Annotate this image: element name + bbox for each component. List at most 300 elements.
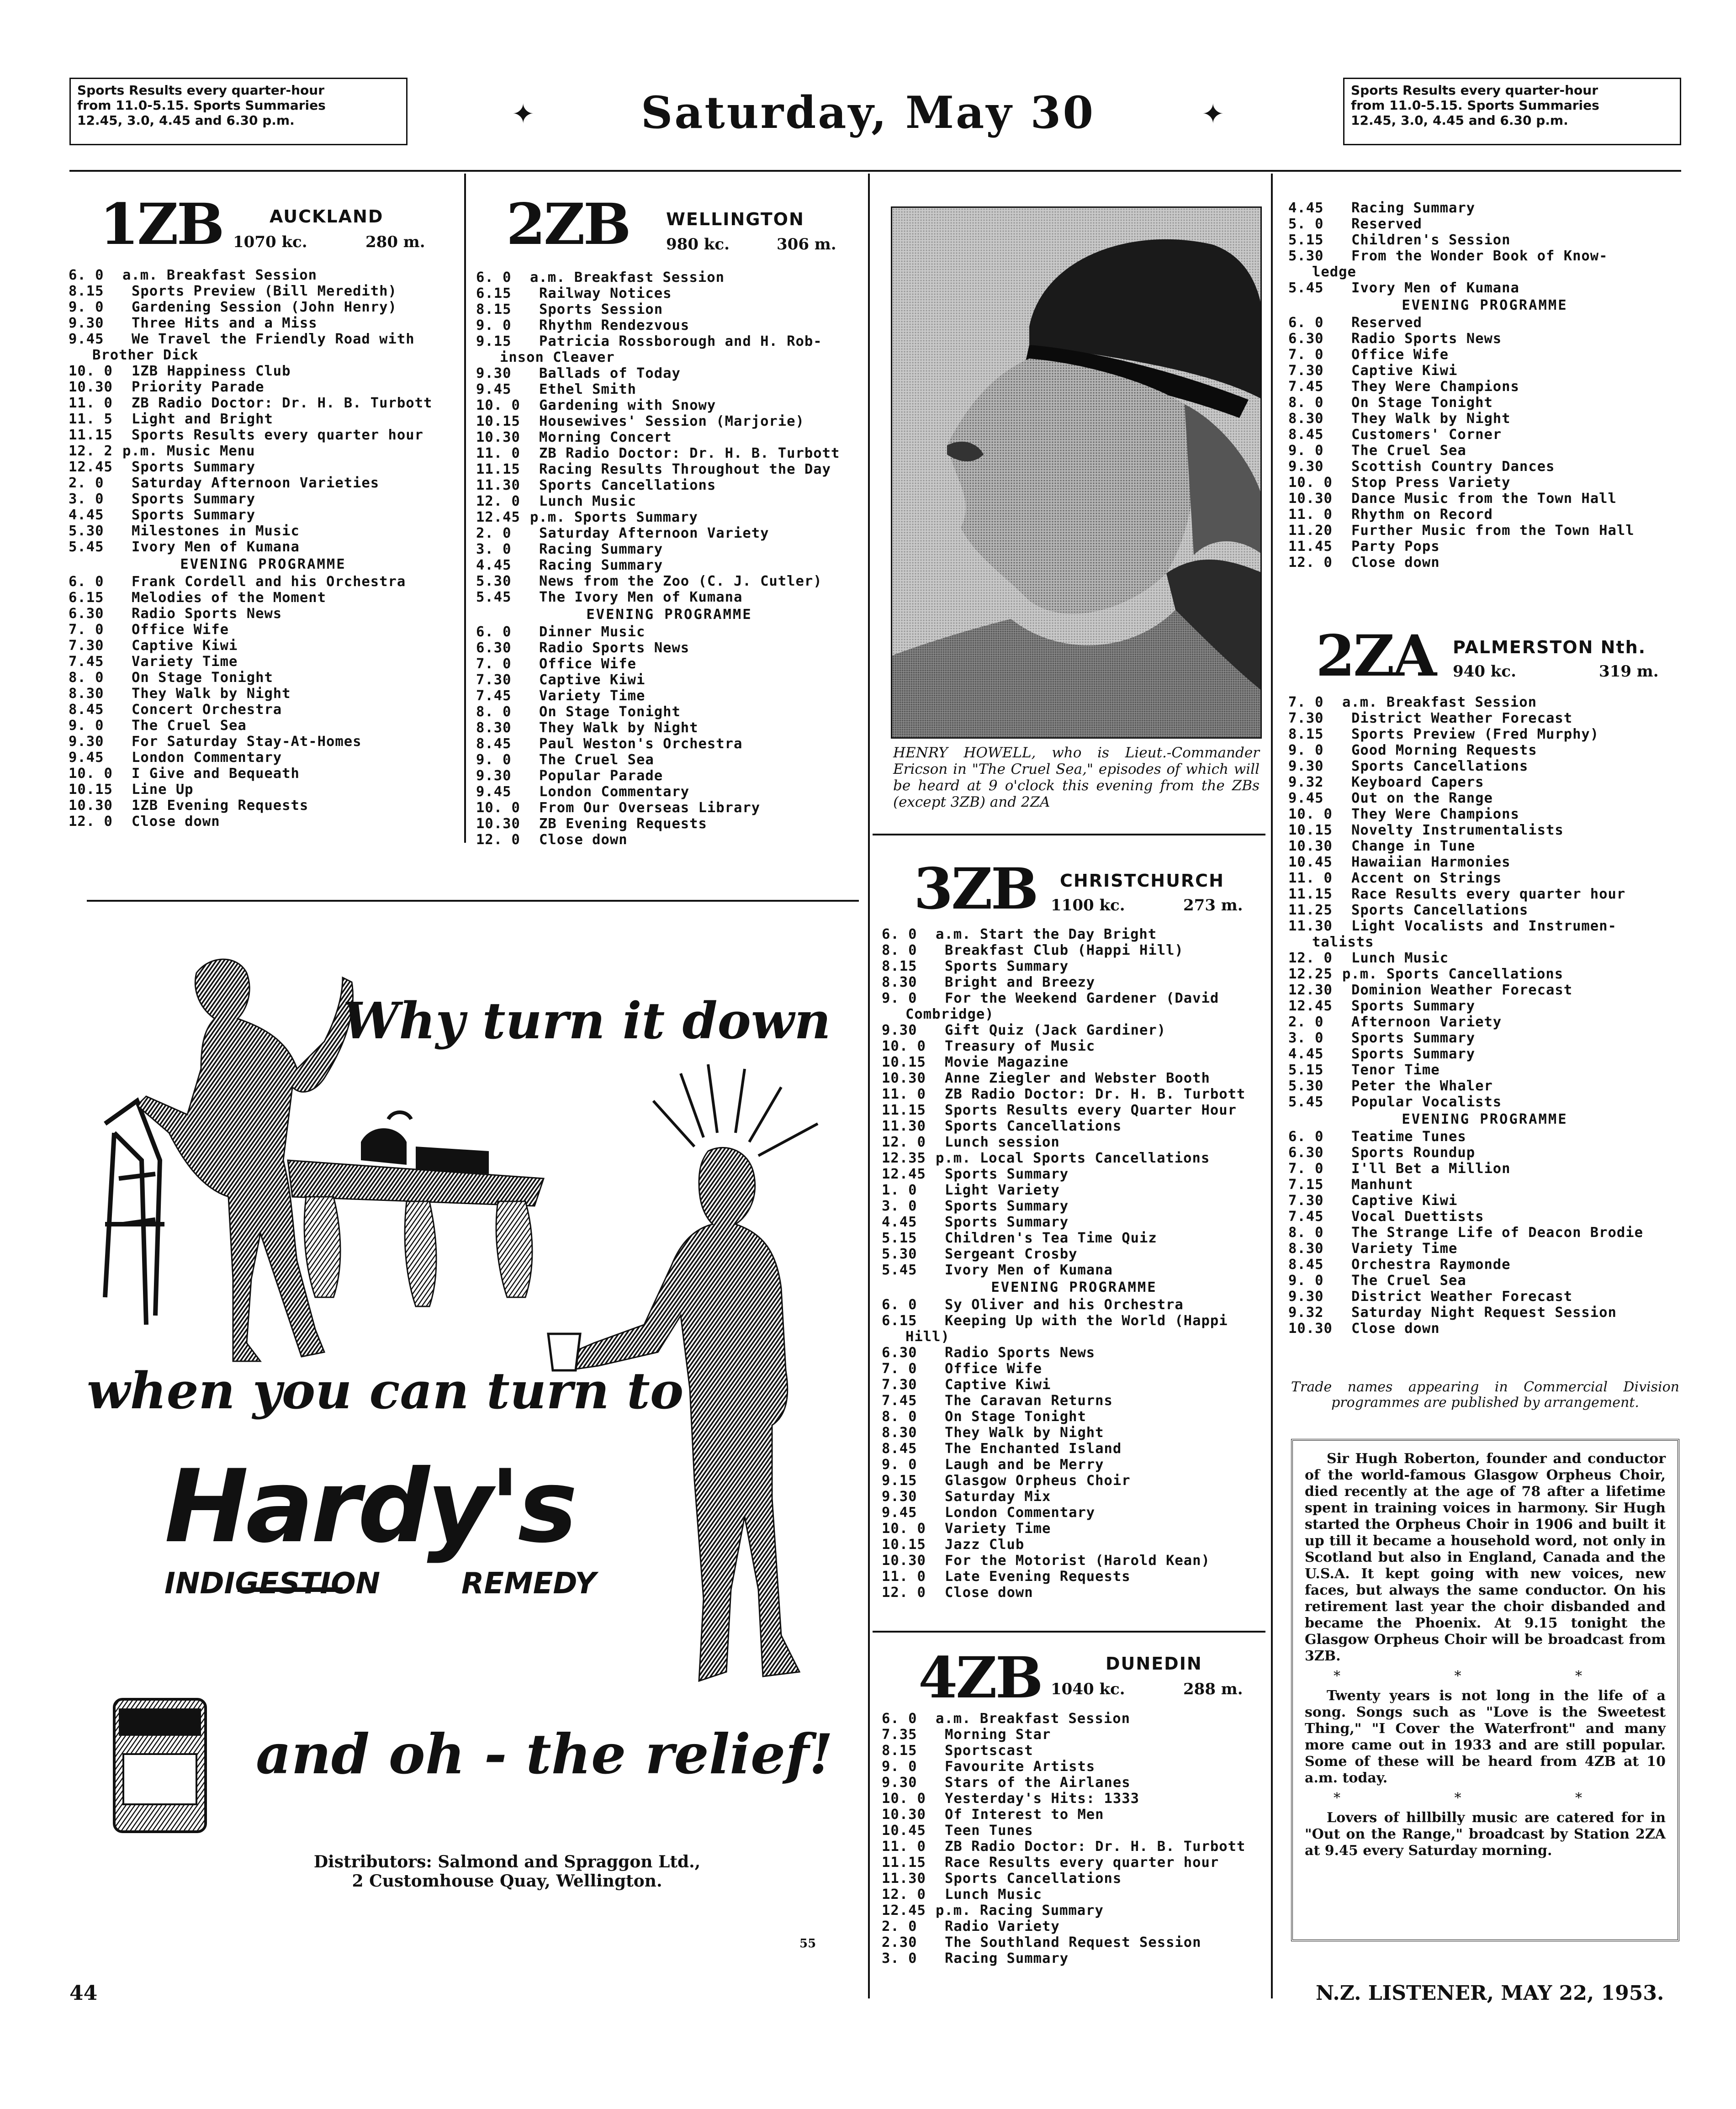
programme-title: Sy Oliver and his Orchestra (945, 1297, 1184, 1313)
programme-row (882, 1457, 1266, 1473)
programme-row (69, 331, 458, 347)
programme-title: On Stage Tonight (132, 670, 273, 686)
programme-time: 7.45 (1288, 1209, 1324, 1225)
programme-title: Breakfast Club (Happi Hill) (945, 942, 1184, 958)
programme-time: 6.30 (1288, 1145, 1324, 1161)
programme-time: 6. 0 (1288, 315, 1324, 331)
photo-caption: HENRY HOWELL, who is Lieut.-Commander Ericson in "The Cruel Sea," episodes of which will be heard at 9 o'clock this evening from the ZBs (except 3ZB) and 2ZA (893, 745, 1260, 810)
programme-time: 9. 0 (882, 1457, 917, 1473)
programme-time: 10.30 (882, 1070, 926, 1086)
programme-row (1288, 379, 1681, 395)
programme-time: 12.45 (69, 459, 113, 475)
programme-title: p.m. Racing Summary (936, 1903, 1104, 1919)
programme-time: 9.30 (882, 1775, 917, 1791)
programme-time: 8.30 (476, 720, 512, 736)
programme-title: We Travel the Friendly Road with (132, 331, 415, 347)
programme-time: 9. 0 (69, 299, 104, 315)
programme-time: 10. 0 (1288, 806, 1333, 822)
programme-time: 12.25 (1288, 966, 1333, 982)
programme-row (69, 766, 458, 782)
portrait-photo (891, 206, 1262, 739)
programme-title: Saturday Night Request Session (1351, 1305, 1617, 1321)
programme-title: Close down (1351, 555, 1440, 571)
programme-time: 9.30 (476, 365, 512, 381)
programme-title: Three Hits and a Miss (132, 315, 318, 331)
programme-title: The Cruel Sea (1351, 1273, 1466, 1289)
programme-time: 2.30 (882, 1935, 917, 1950)
programme-title: Keeping Up with the World (Happi (945, 1313, 1228, 1329)
programme-row (476, 800, 863, 816)
programme-title: Sports Results every Quarter Hour (945, 1102, 1237, 1118)
programme-time: 12. 0 (476, 493, 520, 509)
programme-row (69, 638, 458, 654)
programme-row (476, 816, 863, 832)
programme-row (882, 1361, 1266, 1377)
programme-row (882, 1807, 1266, 1823)
programme-time: 10.45 (1288, 854, 1333, 870)
programme-row (1288, 1241, 1681, 1257)
programme-time: 7.45 (69, 654, 104, 670)
programme-list-2zb (476, 270, 863, 848)
section-rule (873, 1631, 1265, 1633)
programme-title: Radio Sports News (945, 1345, 1096, 1361)
programme-title: p.m. Local Sports Cancellations (936, 1150, 1210, 1166)
programme-title: Manhunt (1351, 1177, 1413, 1193)
programme-row (69, 411, 458, 427)
programme-title: Sports Summary (945, 1198, 1069, 1214)
programme-title: Lunch Music (1351, 950, 1449, 966)
ornament-left: ✦ (512, 98, 535, 130)
column-rule (868, 174, 870, 1998)
programme-time: 9.45 (882, 1505, 917, 1521)
programme-title: Brother Dick (92, 347, 199, 363)
programme-time: 6. 0 (476, 270, 512, 285)
programme-row (882, 1086, 1266, 1102)
programme-title: ZB Radio Doctor: Dr. H. B. Turbott (945, 1839, 1246, 1855)
programme-time: 8. 0 (882, 942, 917, 958)
programme-row (69, 686, 458, 702)
programme-row (1288, 491, 1681, 507)
programme-time: 3. 0 (882, 1198, 917, 1214)
programme-row (69, 427, 458, 443)
programme-title: Saturday Mix (945, 1489, 1051, 1505)
programme-row (1288, 264, 1681, 280)
programme-time: 10.15 (1288, 822, 1333, 838)
programme-time: 7.45 (1288, 379, 1324, 395)
programme-row (882, 1903, 1266, 1919)
programme-title: Sportscast (945, 1743, 1033, 1759)
programme-time: 6. 0 (882, 1297, 917, 1313)
programme-row (69, 590, 458, 606)
programme-row (69, 654, 458, 670)
programme-title: a.m. Breakfast Session (530, 270, 725, 285)
programme-title: Rhythm Rendezvous (539, 317, 690, 333)
programme-title: Lunch session (945, 1134, 1060, 1150)
programme-row (882, 1345, 1266, 1361)
programme-time: 12.45 (882, 1903, 926, 1919)
programme-title: a.m. Breakfast Session (1342, 694, 1537, 710)
programme-time: 11.30 (882, 1118, 926, 1134)
section-rule (87, 900, 859, 902)
programme-title: Milestones in Music (132, 523, 300, 539)
programme-title: News from the Zoo (C. J. Cutler) (539, 573, 822, 589)
programme-title: Scottish Country Dances (1351, 459, 1555, 475)
programme-time: 5.45 (1288, 280, 1324, 296)
programme-time: 11. 0 (1288, 870, 1333, 886)
programme-title: Racing Summary (1351, 200, 1476, 216)
programme-time: 9. 0 (476, 317, 512, 333)
programme-title: Sports Cancellations (945, 1118, 1122, 1134)
programme-time: 9.30 (882, 1022, 917, 1038)
portrait-figure (892, 208, 1262, 739)
programme-time: 10.30 (1288, 491, 1333, 507)
programme-time (882, 1006, 905, 1022)
programme-row (69, 475, 458, 491)
programme-row (882, 1038, 1266, 1054)
programme-title: Saturday Afternoon Varieties (132, 475, 380, 491)
programme-row (1288, 934, 1681, 950)
programme-title: Captive Kiwi (945, 1377, 1051, 1393)
programme-row (1288, 726, 1681, 742)
programme-title: Movie Magazine (945, 1054, 1069, 1070)
programme-title: Lunch Music (539, 493, 636, 509)
programme-title: Light and Bright (132, 411, 273, 427)
programme-time: 6.30 (1288, 331, 1324, 347)
programme-row (476, 365, 863, 381)
ornament-right: ✦ (1201, 98, 1225, 130)
programme-title: Customers' Corner (1351, 427, 1502, 443)
station-wavelength: 280 m. (365, 233, 425, 251)
programme-row (1288, 523, 1681, 539)
programme-title: Sergeant Crosby (945, 1246, 1078, 1262)
header-note-line: from 11.0-5.15. Sports Summaries (77, 98, 326, 113)
programme-title: Sports Results every quarter hour (132, 427, 423, 443)
programme-row (1288, 443, 1681, 459)
programme-time: 2. 0 (69, 475, 104, 491)
programme-row (1288, 507, 1681, 523)
programme-title: Concert Orchestra (132, 702, 282, 718)
programme-row (1288, 1161, 1681, 1177)
programme-title: Teatime Tunes (1351, 1129, 1466, 1145)
programme-row (1288, 1193, 1681, 1209)
programme-row (882, 1823, 1266, 1839)
programme-row (882, 1134, 1266, 1150)
programme-time (882, 1329, 905, 1345)
programme-title: Vocal Duettists (1351, 1209, 1484, 1225)
programme-time: 5.30 (69, 523, 104, 539)
programme-time: 10. 0 (882, 1038, 926, 1054)
programme-row (1288, 1177, 1681, 1193)
programme-title: Popular Parade (539, 768, 663, 784)
programme-title: Popular Vocalists (1351, 1094, 1502, 1110)
programme-row (882, 1855, 1266, 1871)
programme-row (476, 784, 863, 800)
programme-title: Favourite Artists (945, 1759, 1096, 1775)
programme-title: Stars of the Airlanes (945, 1775, 1131, 1791)
programme-row (1288, 710, 1681, 726)
programme-time: 7.30 (476, 672, 512, 688)
programme-time: 12. 0 (882, 1134, 926, 1150)
programme-title: Further Music from the Town Hall (1351, 523, 1635, 539)
programme-title: Ethel Smith (539, 381, 636, 397)
programme-title: Variety Time (539, 688, 646, 704)
programme-time: 9.30 (1288, 459, 1324, 475)
programme-row (882, 1425, 1266, 1441)
programme-row (882, 958, 1266, 974)
programme-time: 8.45 (1288, 1257, 1324, 1273)
programme-time: 5. 0 (1288, 216, 1324, 232)
programme-row (882, 1711, 1266, 1727)
programme-time: 9. 0 (1288, 1273, 1324, 1289)
programme-row (476, 493, 863, 509)
programme-title: The Caravan Returns (945, 1393, 1113, 1409)
programme-time: 9.45 (69, 750, 104, 766)
programme-time: 4.45 (476, 557, 512, 573)
programme-row (882, 1006, 1266, 1022)
programme-time: 3. 0 (69, 491, 104, 507)
evening-programme-heading: EVENING PROGRAMME (1402, 297, 1568, 313)
programme-title: Party Pops (1351, 539, 1440, 555)
programme-time: 10. 0 (476, 397, 520, 413)
programme-list-4zb-continued (1288, 200, 1681, 571)
programme-row (1288, 822, 1681, 838)
programme-row (476, 381, 863, 397)
programme-title: Hill) (905, 1329, 950, 1345)
programme-time: 10.30 (882, 1553, 926, 1569)
programme-list-4zb (882, 1711, 1266, 1966)
section-rule (873, 834, 1265, 835)
programme-time: 12.35 (882, 1150, 926, 1166)
programme-row (1288, 475, 1681, 491)
programme-title: Light Vocalists and Instrumen- (1351, 918, 1617, 934)
programme-time: 10. 0 (476, 800, 520, 816)
distributors-line: 2 Customhouse Quay, Wellington. (352, 1871, 662, 1891)
programme-title: Racing Summary (945, 1950, 1069, 1966)
programme-time: 5.30 (1288, 1078, 1324, 1094)
programme-row (476, 349, 863, 365)
programme-title: Close down (132, 814, 220, 830)
programme-time: 12.45 (882, 1166, 926, 1182)
programme-row (69, 702, 458, 718)
programme-time: 8.30 (1288, 1241, 1324, 1257)
station-frequency: 1040 kc. (1051, 1680, 1125, 1698)
advert-tagline-right: REMEDY (461, 1567, 596, 1601)
station-city: AUCKLAND (270, 206, 384, 227)
programme-title: a.m. Start the Day Bright (936, 926, 1157, 942)
page-title: Saturday, May 30 (640, 87, 1096, 138)
programme-row (1288, 1129, 1681, 1145)
programme-time: 12. 0 (882, 1585, 926, 1601)
programme-time: 9.30 (69, 315, 104, 331)
station-frequency: 1070 kc. (233, 233, 307, 251)
programme-title: Race Results every quarter hour (945, 1855, 1219, 1871)
programme-title: District Weather Forecast (1351, 1289, 1573, 1305)
programme-title: Rhythm on Record (1351, 507, 1493, 523)
programme-time: 8.30 (69, 686, 104, 702)
station-callsign: 2ZB (506, 191, 630, 258)
programme-time: 7.45 (882, 1393, 917, 1409)
evening-programme-heading: EVENING PROGRAMME (180, 556, 346, 572)
programme-title: Variety Time (1351, 1241, 1458, 1257)
programme-time: 10.30 (476, 429, 520, 445)
programme-row (476, 557, 863, 573)
programme-title: They Walk by Night (1351, 411, 1511, 427)
programme-row (1288, 232, 1681, 248)
programme-time: 5.45 (69, 539, 104, 555)
programme-row (476, 477, 863, 493)
programme-row (882, 1377, 1266, 1393)
programme-time: 10. 0 (1288, 475, 1333, 491)
programme-time: 8. 0 (476, 704, 512, 720)
programme-row (1288, 539, 1681, 555)
programme-title: Stop Press Variety (1351, 475, 1511, 491)
programme-row (1288, 902, 1681, 918)
programme-row (476, 768, 863, 784)
programme-row (882, 1054, 1266, 1070)
programme-row (882, 1727, 1266, 1743)
programme-title: The Enchanted Island (945, 1441, 1122, 1457)
programme-row (1288, 1289, 1681, 1305)
programme-title: Dance Music from the Town Hall (1351, 491, 1617, 507)
programme-row (1288, 216, 1681, 232)
page-number: 44 (69, 1982, 98, 2005)
programme-time: 7. 0 (69, 622, 104, 638)
programme-time: 7.30 (1288, 710, 1324, 726)
programme-title: Sports Cancellations (1351, 758, 1529, 774)
programme-row (882, 1102, 1266, 1118)
programme-time: 6. 0 (882, 926, 917, 942)
programme-row (1288, 347, 1681, 363)
publication-line: N.Z. LISTENER, MAY 22, 1953. (1316, 1982, 1664, 2005)
programme-title: Racing Results Throughout the Day (539, 461, 831, 477)
programme-time: 11.45 (1288, 539, 1333, 555)
programme-title: They Walk by Night (132, 686, 291, 702)
programme-title: Patricia Rossborough and H. Rob- (539, 333, 822, 349)
programme-title: Anne Ziegler and Webster Booth (945, 1070, 1210, 1086)
programme-row (882, 1022, 1266, 1038)
programme-time: 10. 0 (69, 363, 113, 379)
programme-title: Reserved (1351, 315, 1422, 331)
programme-time: 11.15 (476, 461, 520, 477)
programme-title: Sports Summary (1351, 1046, 1476, 1062)
advert-brand: Hardy's (164, 1448, 575, 1565)
programme-time: 8. 0 (69, 670, 104, 686)
programme-title: Sports Preview (Bill Meredith) (132, 283, 397, 299)
programme-title: Frank Cordell and his Orchestra (132, 574, 406, 590)
advert-relief: and oh - the relief! (256, 1722, 833, 1787)
programme-time: 10.15 (69, 782, 113, 798)
programme-time: 8.15 (69, 283, 104, 299)
programme-title: District Weather Forecast (1351, 710, 1573, 726)
programme-row (1288, 806, 1681, 822)
programme-title: Sports Summary (945, 1166, 1069, 1182)
programme-time: 8.45 (882, 1441, 917, 1457)
programme-time: 5.15 (1288, 232, 1324, 248)
programme-time: 10.30 (1288, 838, 1333, 854)
programme-title: They Were Champions (1351, 379, 1519, 395)
programme-time: 9.45 (476, 381, 512, 397)
programme-row (882, 1166, 1266, 1182)
programme-row (476, 752, 863, 768)
programme-time: 5.30 (476, 573, 512, 589)
programme-time: 7.30 (1288, 363, 1324, 379)
programme-title: Captive Kiwi (539, 672, 646, 688)
programme-row (882, 1150, 1266, 1166)
station-city: WELLINGTON (666, 209, 804, 229)
programme-time: 4.45 (69, 507, 104, 523)
programme-title: Sports Session (539, 301, 663, 317)
programme-time: 11. 5 (69, 411, 113, 427)
station-frequency: 1100 kc. (1051, 896, 1125, 914)
programme-time: 12. 2 (69, 443, 113, 459)
programme-row (69, 491, 458, 507)
programme-time: 7.45 (476, 688, 512, 704)
programme-time: 6. 0 (882, 1711, 917, 1727)
programme-title: For the Motorist (Harold Kean) (945, 1553, 1210, 1569)
programme-row (882, 974, 1266, 990)
programme-title: The Ivory Men of Kumana (539, 589, 743, 605)
programme-title: Ivory Men of Kumana (132, 539, 300, 555)
programme-title: 1ZB Evening Requests (132, 798, 309, 814)
header-note-right (1343, 78, 1681, 145)
programme-row (1288, 248, 1681, 264)
programme-time: 6.15 (69, 590, 104, 606)
programme-row (476, 525, 863, 541)
programme-row (1288, 1225, 1681, 1241)
programme-time: 2. 0 (476, 525, 512, 541)
programme-row (882, 1743, 1266, 1759)
programme-row (1288, 758, 1681, 774)
programme-time: 10.30 (69, 798, 113, 814)
programme-time: 8.15 (882, 958, 917, 974)
programme-title: Sports Summary (132, 459, 256, 475)
programme-row (476, 445, 863, 461)
programme-row (69, 395, 458, 411)
programme-row (882, 1118, 1266, 1134)
programme-time: 11.15 (69, 427, 113, 443)
advert-tagline-left: INDIGESTION (164, 1567, 381, 1601)
programme-title: Variety Time (945, 1521, 1051, 1537)
programme-row (476, 317, 863, 333)
programme-row (69, 734, 458, 750)
programme-time: 3. 0 (1288, 1030, 1324, 1046)
programme-title: Captive Kiwi (1351, 363, 1458, 379)
header-note-line: Sports Results every quarter-hour (77, 83, 325, 98)
hardys-advertisement (87, 904, 859, 1960)
programme-time (1288, 934, 1312, 950)
programme-row (882, 1182, 1266, 1198)
choir-notes-box (1291, 1439, 1679, 1941)
programme-title: Gardening with Snowy (539, 397, 716, 413)
programme-row (476, 832, 863, 848)
programme-title: Ivory Men of Kumana (1351, 280, 1519, 296)
programme-title: Radio Sports News (1351, 331, 1502, 347)
programme-time: 12.45 (1288, 998, 1333, 1014)
programme-row (69, 750, 458, 766)
programme-time: 9.32 (1288, 774, 1324, 790)
box-paragraph: Twenty years is not long in the life of a song. Songs such as "Love is the Sweetest Thing," "I Cover the Waterfront" and many more came out in 1933 and are still popular. Some of these will be heard from 4ZB at 10 a.m. today. (1305, 1688, 1666, 1786)
programme-title: Priority Parade (132, 379, 265, 395)
programme-time: 10.15 (882, 1054, 926, 1070)
programme-time: 12. 0 (476, 832, 520, 848)
programme-row (69, 299, 458, 315)
programme-title: Ivory Men of Kumana (945, 1262, 1113, 1278)
programme-title: ZB Radio Doctor: Dr. H. B. Turbott (945, 1086, 1246, 1102)
programme-title: Children's Session (1351, 232, 1511, 248)
programme-title: They Walk by Night (539, 720, 699, 736)
station-city: DUNEDIN (1106, 1654, 1202, 1674)
programme-time: 9. 0 (69, 718, 104, 734)
